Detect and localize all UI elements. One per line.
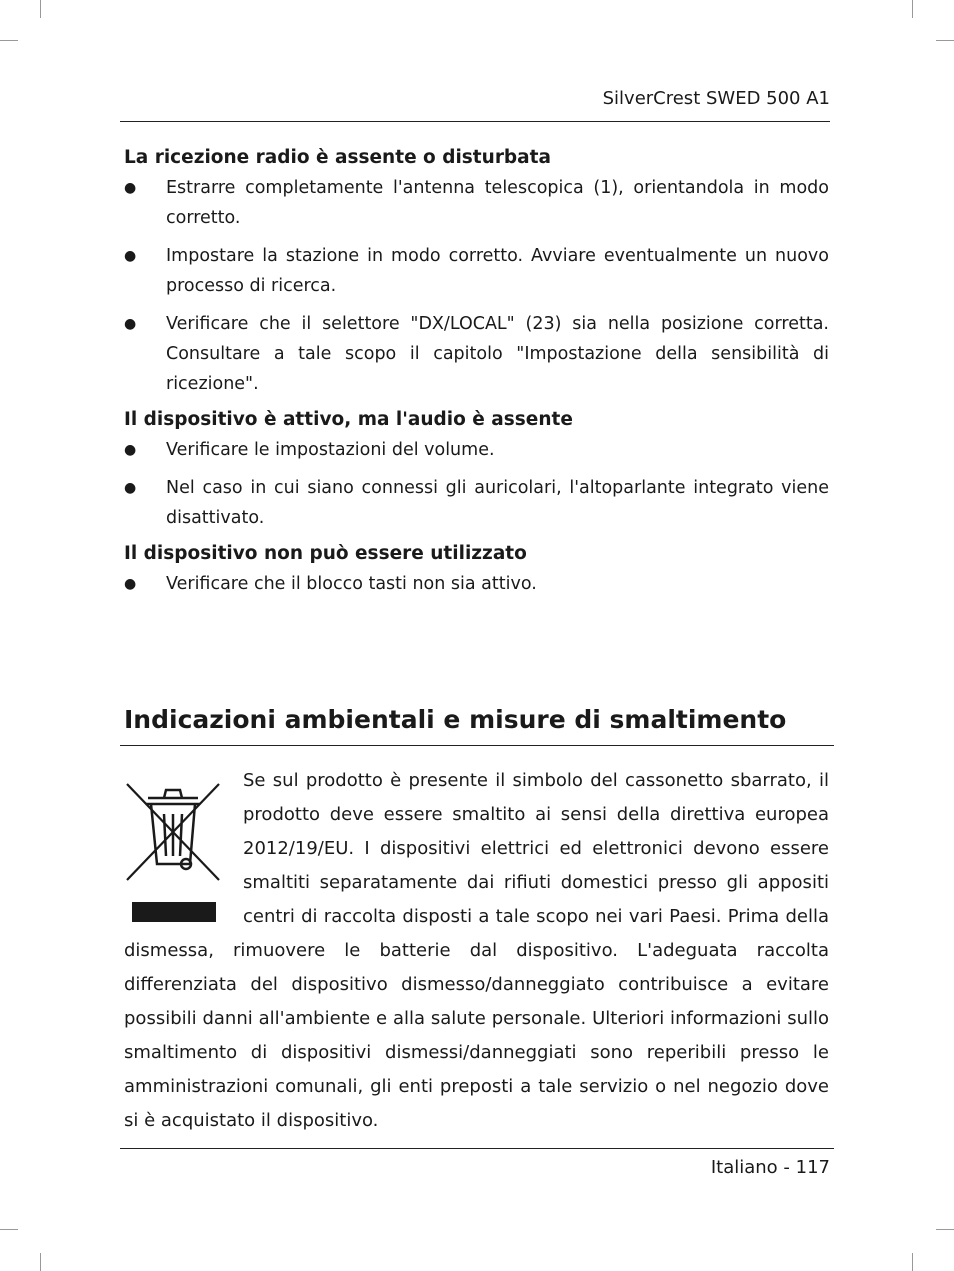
subheading-no-audio: Il dispositivo è attivo, ma l'audio è assente: [124, 409, 573, 430]
crop-mark: [936, 1229, 954, 1230]
crop-mark: [912, 0, 913, 18]
subheading-radio-reception: La ricezione radio è assente o disturbata: [124, 147, 551, 168]
crop-mark: [40, 1253, 41, 1271]
list-item: ● Verificare che il selettore "DX/LOCAL" (23) sia nella posizione corretta. Consultare a tale scopo il capitolo "Impostazione della sensibilità di ricezione".: [124, 309, 829, 399]
bullet-list: [124, 569, 829, 599]
section-rule: [120, 745, 834, 746]
crop-mark: [40, 0, 41, 18]
bullet-icon: ●: [124, 480, 137, 496]
bullet-icon: ●: [124, 442, 137, 458]
crop-mark: [0, 40, 18, 41]
disposal-paragraph: Se sul prodotto è presente il simbolo del cassonetto sbarrato, il prodotto deve essere smaltito ai sensi della direttiva europea 2012/19/EU. I dispositivi elettrici ed elettronici devono essere smaltiti separatamente dai rifiuti domestici presso gli appositi centri di raccolta disposti a tale scopo nei vari Paesi. Prima della dismessa, rimuovere le batterie dal dispositivo. L'adeguata raccolta differenziata del dispositivo dismesso/danneggiato contribuisce a evitare possibili danni all'ambiente e alla salute personale. Ulteriori informazioni sullo smaltimento di dispositivi dismessi/danneggiati sono reperibili presso le amministrazioni comunali, gli enti preposti a tale servizio o nel negozio dove si è acquistato il dispositivo.: [124, 770, 829, 1131]
bullet-icon: ●: [124, 180, 137, 196]
bullet-list: [124, 173, 829, 399]
list-item: ● Verificare le impostazioni del volume.: [124, 435, 829, 465]
header-rule: [120, 121, 830, 122]
troubleshooting-content: [124, 145, 829, 607]
list-item: ● Nel caso in cui siano connessi gli auricolari, l'altoparlante integrato viene disattivato.: [124, 473, 829, 533]
bullet-icon: ●: [124, 316, 137, 332]
page-footer: Italiano - 117: [710, 1157, 830, 1178]
list-item: ● Impostare la stazione in modo corretto. Avviare eventualmente un nuovo processo di ricerca.: [124, 241, 829, 301]
bullet-icon: ●: [124, 248, 137, 264]
crossed-out-wheelie-bin-icon: [124, 780, 222, 926]
bullet-list: [124, 435, 829, 533]
subheading-not-usable: Il dispositivo non può essere utilizzato: [124, 543, 527, 564]
crop-mark: [912, 1253, 913, 1271]
crop-mark: [936, 40, 954, 41]
footer-rule: [120, 1148, 834, 1149]
list-item: ● Verificare che il blocco tasti non sia attivo.: [124, 569, 829, 599]
running-header: SilverCrest SWED 500 A1: [602, 88, 830, 109]
section-title: Indicazioni ambientali e misure di smaltimento: [124, 705, 787, 734]
crop-mark: [0, 1229, 18, 1230]
bullet-icon: ●: [124, 576, 137, 592]
list-item: ● Estrarre completamente l'antenna telescopica (1), orientandola in modo corretto.: [124, 173, 829, 233]
